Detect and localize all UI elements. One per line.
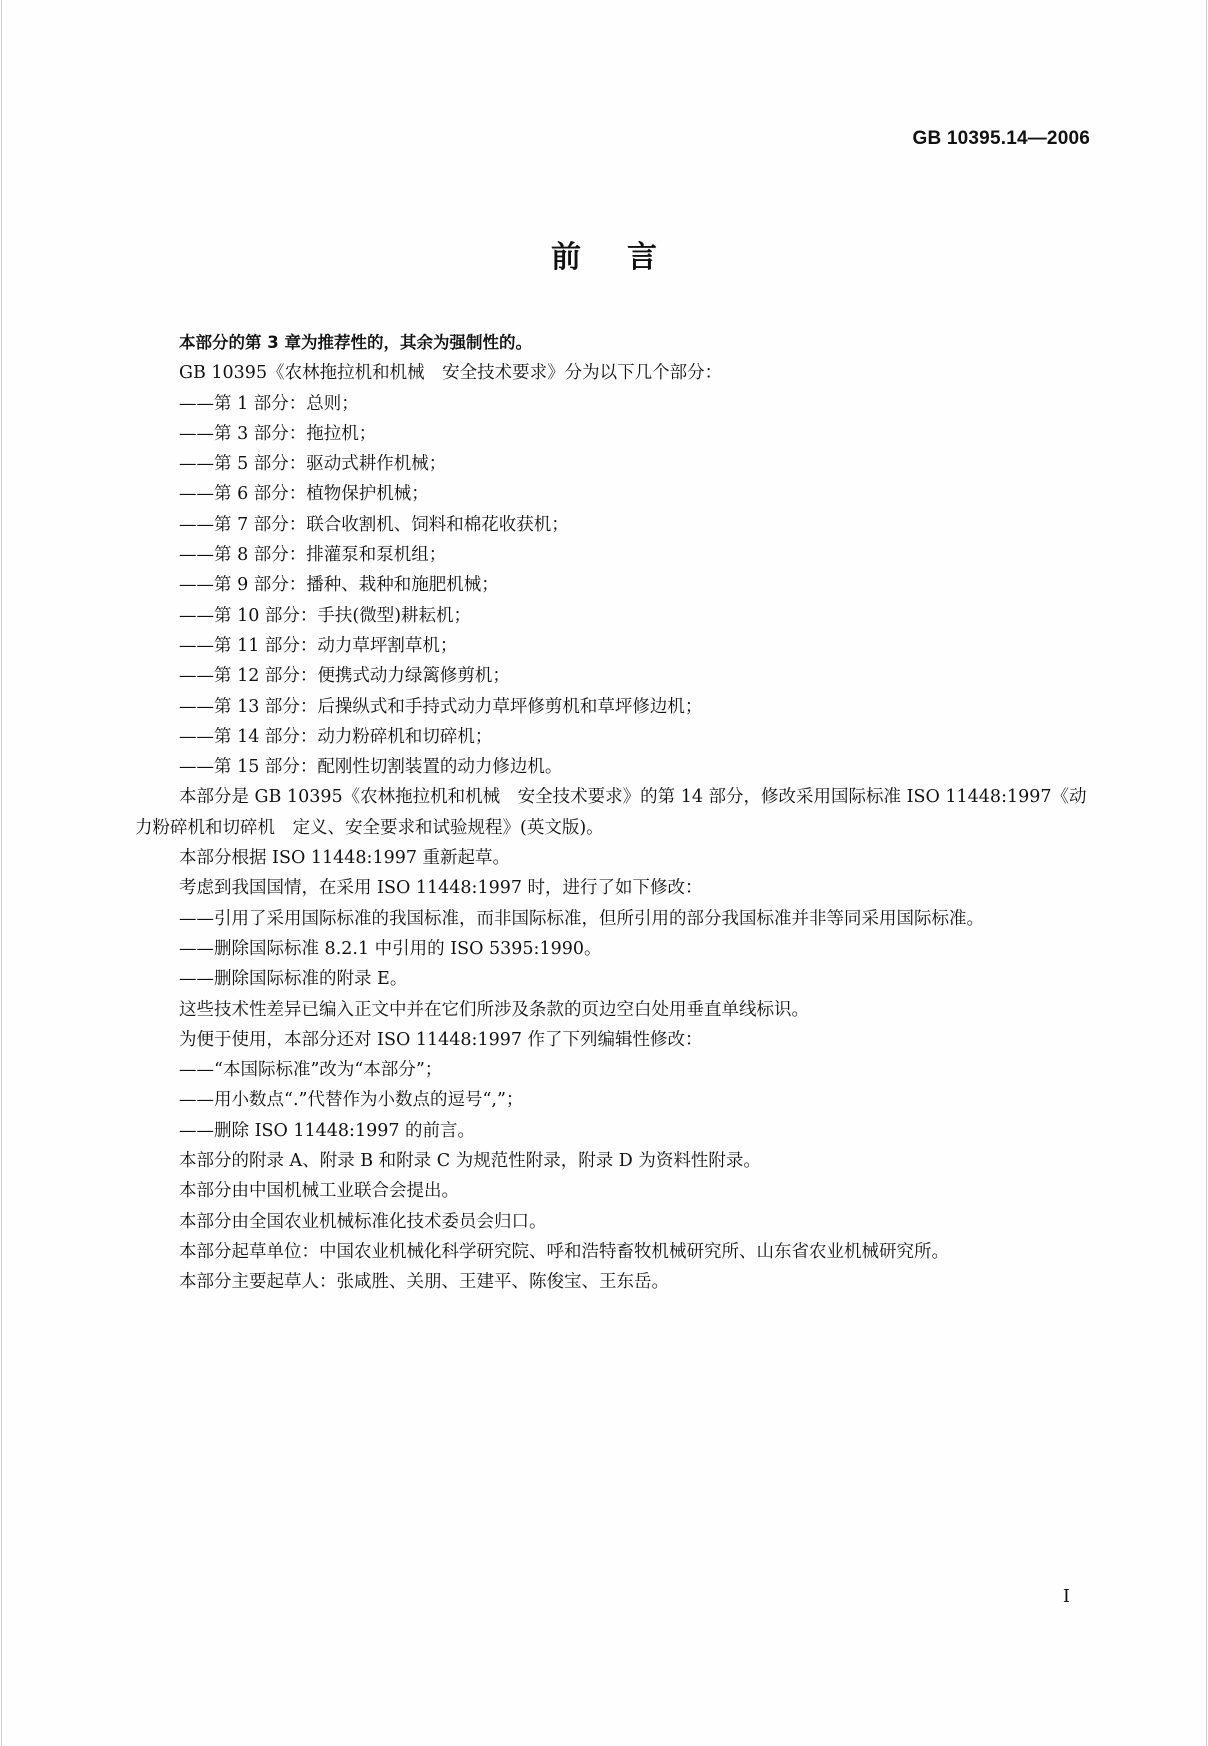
list-item: ——第 12 部分：便携式动力绿篱修剪机；	[179, 666, 510, 687]
paragraph: 本部分的第 3 章为推荐性的，其余为强制性的。	[179, 333, 532, 352]
paragraph: 本部分起草单位：中国农业机械化科学研究院、呼和浩特畜牧机械研究所、山东省农业机械研究所。	[179, 1241, 949, 1262]
list-item: ——第 8 部分：排灌泵和泵机组；	[179, 545, 447, 566]
list-item: ——用小数点“.”代替作为小数点的逗号“,”；	[179, 1090, 524, 1111]
paragraph: 本部分由全国农业机械标准化技术委员会归口。	[179, 1211, 547, 1232]
paragraph: 本部分是 GB 10395《农林拖拉机和机械 安全技术要求》的第 14 部分，修改采用国际标准 ISO 11448:1997《动力粉碎机和切碎机 定义、安全要求和试验规程》(英文版)。	[135, 787, 1087, 838]
standard-code: GB 10395.14—2006	[912, 128, 1090, 149]
list-item: ——第 14 部分：动力粉碎机和切碎机；	[179, 726, 493, 747]
list-item: ——第 9 部分：播种、栽种和施肥机械；	[179, 575, 499, 596]
list-item: ——第 3 部分：拖拉机；	[179, 423, 377, 444]
list-item: ——“本国际标准”改为“本部分”；	[179, 1060, 443, 1081]
paragraph: GB 10395《农林拖拉机和机械 安全技术要求》分为以下几个部分：	[179, 363, 723, 384]
list-item: ——第 1 部分：总则；	[179, 393, 359, 414]
list-item: ——删除国际标准 8.2.1 中引用的 ISO 5395:1990。	[179, 938, 602, 959]
paragraph: 本部分主要起草人：张咸胜、关朋、王建平、陈俊宝、王东岳。	[179, 1272, 669, 1293]
paragraph: 本部分根据 ISO 11448:1997 重新起草。	[179, 848, 511, 869]
list-item: ——引用了采用国际标准的我国标准，而非国际标准，但所引用的部分我国标准并非等同采用国际标准。	[179, 908, 984, 929]
list-item: ——第 5 部分：驱动式耕作机械；	[179, 454, 447, 475]
paragraph: 这些技术性差异已编入正文中并在它们所涉及条款的页边空白处用垂直单线标识。	[179, 999, 809, 1020]
page-title: 前言	[551, 240, 703, 275]
list-item: ——第 10 部分：手扶(微型)耕耘机；	[179, 605, 472, 626]
list-item: ——第 6 部分：植物保护机械；	[179, 484, 429, 505]
list-item: ——删除 ISO 11448:1997 的前言。	[179, 1120, 476, 1141]
document-body	[135, 328, 1090, 1298]
paragraph: 为便于使用，本部分还对 ISO 11448:1997 作了下列编辑性修改：	[179, 1029, 703, 1050]
list-item: ——第 13 部分：后操纵式和手持式动力草坪修剪机和草坪修边机；	[179, 696, 703, 717]
paragraph: 考虑到我国国情，在采用 ISO 11448:1997 时，进行了如下修改：	[179, 878, 703, 899]
page-number: I	[1062, 1586, 1070, 1607]
list-item: ——第 7 部分：联合收割机、饲料和棉花收获机；	[179, 514, 569, 535]
paragraph: 本部分由中国机械工业联合会提出。	[179, 1181, 459, 1202]
list-item: ——第 15 部分：配刚性切割装置的动力修边机。	[179, 757, 563, 778]
list-item: ——第 11 部分：动力草坪割草机；	[179, 635, 458, 656]
list-item: ——删除国际标准的附录 E。	[179, 969, 408, 990]
paragraph: 本部分的附录 A、附录 B 和附录 C 为规范性附录，附录 D 为资料性附录。	[179, 1151, 761, 1172]
